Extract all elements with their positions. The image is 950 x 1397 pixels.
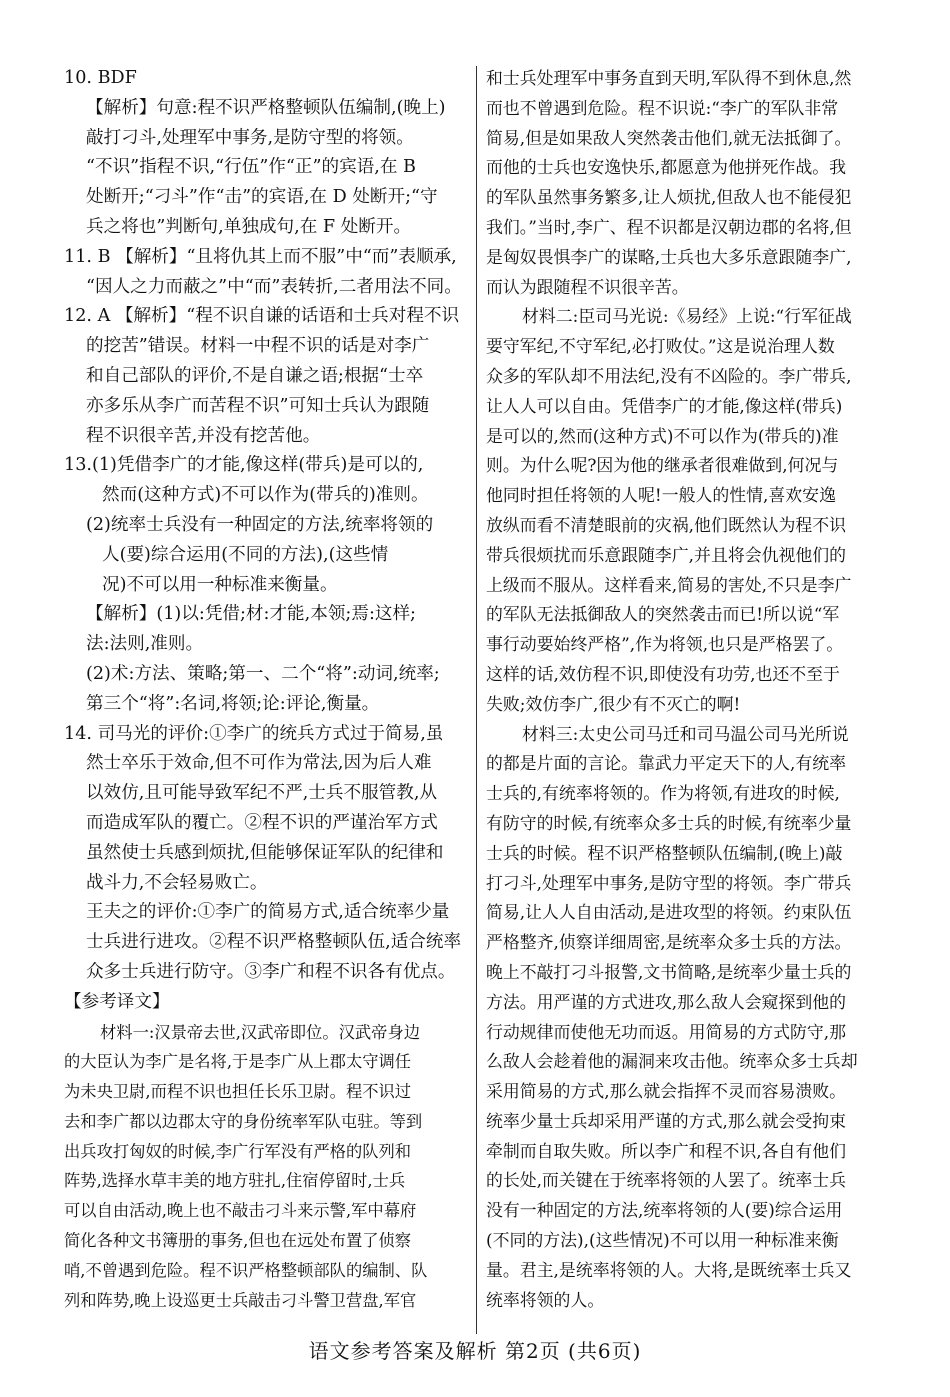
right-column [486, 64, 910, 1315]
text-line: 而认为跟随程不识很辛苦。 [486, 276, 689, 297]
text-line: 放纵而看不清楚眼前的灾祸,他们既然认为程不识 [486, 514, 847, 535]
text-line: 为未央卫尉,而程不识也担任长乐卫尉。程不识过 [64, 1082, 412, 1102]
text-line: 然士卒乐于效命,但不可作为常法,因为后人难 [86, 753, 432, 774]
text-line: (2)统率士兵没有一种固定的方法,统率将领的 [86, 514, 434, 535]
text-line: 而造成军队的覆亡。②程不识的严谨治军方式 [86, 812, 438, 833]
text-line: 14. 司马光的评价:①李广的统兵方式过于简易,虽 [64, 723, 444, 744]
text-line: 第三个“将”:名词,将领;论:评论,衡量。 [86, 693, 380, 714]
text-line: “不识”指程不识,“行伍”作“正”的宾语,在 B [86, 157, 416, 178]
text-line: 材料三:太史公司马迁和司马温公司马光所说 [522, 723, 849, 744]
text-line: 要守军纪,不守军纪,必打败仗。”这是说治理人数 [486, 336, 835, 357]
column-divider [476, 66, 477, 1334]
text-line: 然而(这种方式)不可以作为(带兵的)准则。 [102, 485, 429, 506]
text-line: 失败;效仿李广,很少有不灭亡的啊! [486, 693, 741, 714]
text-line: 简易,但是如果敌人突然袭击他们,就无法抵御了。 [486, 127, 852, 148]
text-line: 去和李广都以边郡太守的身份统率军队屯驻。等到 [64, 1111, 423, 1131]
text-line: 的长处,而关键在于统率将领的人罢了。统率士兵 [486, 1170, 847, 1191]
text-line: 么敌人会趁着他的漏洞来攻击他。统率众多士兵却 [486, 1051, 858, 1072]
text-line: 可以自由活动,晚上也不敲击刁斗来示警,军中幕府 [64, 1201, 417, 1221]
text-line: 事行动要始终严格”,作为将领,也只是严格罢了。 [486, 634, 844, 655]
text-line: 量。君主,是统率将领的人。大将,是既统率士兵又 [486, 1259, 852, 1280]
text-line: 亦多乐从李广而苦程不识”可知士兵认为跟随 [86, 395, 430, 416]
text-line: 牵制而自取失败。所以李广和程不识,各自有他们 [486, 1140, 847, 1161]
text-line: 12. A 【解析】“程不识自谦的话语和士兵对程不识 [64, 306, 460, 327]
text-line: 10. BDF [64, 68, 137, 88]
text-line: 的大臣认为李广是名将,于是李广从上郡太守调任 [64, 1052, 412, 1072]
text-line: 我们。”当时,李广、程不识都是汉朝边郡的名将,但 [486, 216, 852, 237]
text-line: 统率少量士兵却采用严谨的方式,那么就会受拘束 [486, 1110, 847, 1131]
text-line: 则。为什么呢?因为他的继承者很难做到,何况与 [486, 455, 839, 476]
text-line: 士兵的,有统率将领的。作为将领,有进攻的时候, [486, 783, 840, 804]
text-line: 让人人可以自由。凭借李广的才能,像这样(带兵) [486, 395, 843, 416]
text-line: 采用简易的方式,那么就会指挥不灵而容易溃败。 [486, 1081, 847, 1102]
text-line: (2)术:方法、策略;第一、二个“将”:动词,统率; [86, 663, 440, 684]
text-line: 【解析】(1)以:凭借;材:才能,本领;焉:这样; [86, 604, 416, 625]
text-line: 的军队无法抵御敌人的突然袭击而已!所以说“军 [486, 604, 840, 625]
text-line: 这样的话,效仿程不识,即使没有功劳,也还不至于 [486, 663, 840, 684]
text-line: 处断开;“刁斗”作“击”的宾语,在 D 处断开;“守 [86, 187, 438, 208]
text-line: 王夫之的评价:①李广的简易方式,适合统率少量 [86, 902, 450, 923]
text-line: 带兵很烦扰而乐意跟随李广,并且将会仇视他们的 [486, 544, 847, 565]
text-line: 敲打刁斗,处理军中事务,是防守型的将领。 [86, 127, 414, 148]
text-line: 列和阵势,晚上设巡更士兵敲击刁斗警卫营盘,军官 [64, 1290, 417, 1310]
text-line: 有防守的时候,有统率众多士兵的时候,有统率少量 [486, 812, 852, 833]
text-line: 方法。用严谨的方式进攻,那么敌人会窥探到他的 [486, 991, 847, 1012]
text-line: 程不识很辛苦,并没有挖苦他。 [86, 425, 321, 446]
text-line: 哨,不曾遇到危险。程不识严格整顿部队的编制、队 [64, 1260, 428, 1280]
text-line: 他同时担任将领的人呢!一般人的性情,喜欢安逸 [486, 485, 836, 506]
text-line: 统率将领的人。 [486, 1289, 605, 1310]
text-line: 兵之将也”判断句,单独成句,在 F 处断开。 [86, 216, 412, 237]
text-line: 和士兵处理军中事务直到天明,军队得不到休息,然 [486, 68, 852, 88]
text-line: 简易,让人人自由活动,是进攻型的将领。约束队伍 [486, 902, 852, 923]
text-line: 而他的士兵也安逸快乐,都愿意为他拼死作战。我 [486, 157, 847, 178]
text-line: 的挖苦”错误。材料一中程不识的话是对李广 [86, 336, 430, 357]
text-line: 严格整齐,侦察详细周密,是统率众多士兵的方法。 [486, 932, 852, 953]
text-line: 法:法则,准则。 [86, 634, 204, 655]
text-line: 众多士兵进行防守。③李广和程不识各有优点。 [86, 961, 456, 982]
text-line: 而也不曾遇到危险。程不识说:“李广的军队非常 [486, 97, 839, 118]
text-line: 是匈奴畏惧李广的谋略,士兵也大多乐意跟随李广, [486, 246, 852, 267]
text-line: 材料一:汉景帝去世,汉武帝即位。汉武帝身边 [100, 1022, 421, 1042]
text-line: 材料二:臣司马光说:《易经》上说:“行军征战 [522, 306, 852, 327]
text-line: 和自己部队的评价,不是自谦之语;根据“士卒 [86, 365, 424, 386]
text-line: (不同的方法),(这些情况)不可以用一种标准来衡 [486, 1230, 839, 1251]
text-line: 出兵攻打匈奴的时候,李广行军没有严格的队列和 [64, 1141, 412, 1161]
text-line: 以效仿,且可能导致军纪不严,士兵不服管教,从 [86, 783, 438, 804]
text-line: 行动规律而使他无功而返。用简易的方式防守,那 [486, 1021, 847, 1042]
text-line: “因人之力而蔽之”中“而”表转折,二者用法不同。 [86, 276, 462, 297]
text-line: 战斗力,不会轻易败亡。 [86, 872, 268, 893]
page-footer: 语文参考答案及解析 第2页 (共6页) [308, 1339, 642, 1363]
text-line: 士兵进行进攻。②程不识严格整顿队伍,适合统率 [86, 932, 462, 953]
text-line: 打刁斗,处理军中事务,是防守型的将领。李广带兵 [486, 872, 852, 893]
text-line: 晚上不敲打刁斗报警,文书简略,是统率少量士兵的 [486, 961, 852, 982]
text-line: 是可以的,然而(这种方式)不可以作为(带兵的)准 [486, 425, 839, 446]
text-line: 11. B 【解析】“且将仇其上而不服”中“而”表顺承, [64, 246, 457, 267]
text-line: 众多的军队却不用法纪,没有不凶险的。李广带兵, [486, 365, 852, 386]
text-line: 13.(1)凭借李广的才能,像这样(带兵)是可以的, [64, 455, 424, 476]
text-line: 上级而不服从。这样看来,简易的害处,不只是李广 [486, 574, 852, 595]
text-line: 【参考译文】 [64, 991, 170, 1012]
text-line: 的军队虽然事务繁多,让人烦扰,但敌人也不能侵犯 [486, 187, 852, 208]
text-line: 阵势,选择水草丰美的地方驻扎,住宿停留时,士兵 [64, 1171, 406, 1191]
text-line: 的都是片面的言论。靠武力平定天下的人,有统率 [486, 753, 847, 774]
text-line: 况)不可以用一种标准来衡量。 [102, 574, 338, 595]
text-line: 没有一种固定的方法,统率将领的人(要)综合运用 [486, 1200, 843, 1221]
text-line: 人(要)综合运用(不同的方法),(这些情 [102, 544, 389, 565]
text-line: 虽然使士兵感到烦扰,但能够保证军队的纪律和 [86, 842, 444, 863]
text-line: 士兵的时候。程不识严格整顿队伍编制,(晚上)敲 [486, 842, 843, 863]
text-line: 简化各种文书簿册的事务,但也在远处布置了侦察 [64, 1231, 412, 1251]
left-column [64, 64, 468, 1315]
text-line: 【解析】句意:程不识严格整顿队伍编制,(晚上) [86, 97, 446, 118]
